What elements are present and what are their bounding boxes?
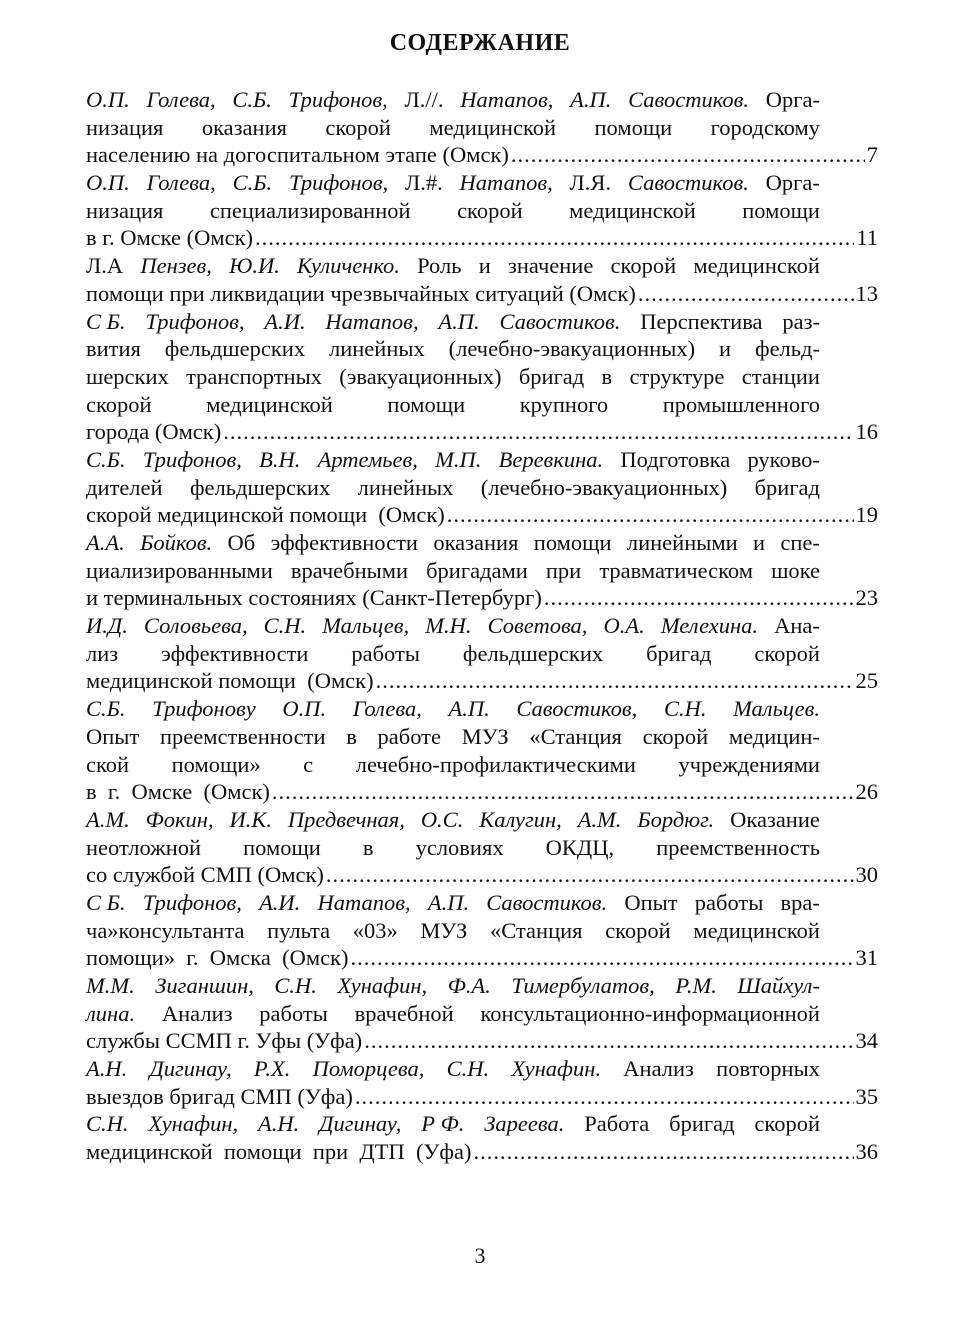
title-word: лечебно-профилактическими [355, 751, 636, 777]
page-number: 3 [474, 1243, 486, 1268]
toc-line-with-page [86, 1138, 878, 1166]
toc-line [86, 1055, 820, 1083]
title-word: скорой [86, 391, 152, 417]
toc-page-number: 26 [855, 779, 878, 805]
author-word: Дигинау, [149, 1056, 232, 1082]
author-word: И.К. [229, 806, 272, 832]
title-word: циализированными [86, 557, 273, 583]
toc-entry [86, 252, 878, 307]
title-word: Об [227, 530, 256, 555]
author-word: Поморцева, [312, 1056, 425, 1082]
title-word: Опыт [86, 723, 140, 749]
title-word: низация [86, 114, 164, 140]
title-word: медицинской [206, 391, 333, 417]
title-word: бригад [669, 1111, 735, 1137]
author-word: лина. [86, 1000, 136, 1026]
author-word: Натапов, [460, 87, 554, 112]
author-word: А.А. [86, 530, 125, 555]
author-word: Савостиков. [486, 889, 608, 915]
title-word: Анализ [161, 1000, 233, 1026]
title-word: Л.//. [404, 87, 444, 112]
title-word: станции [741, 363, 820, 389]
title-word: вития [86, 336, 141, 362]
title-word: шоке [771, 557, 820, 583]
title-word: (лечебно-эвакуационных) [448, 336, 696, 362]
author-word: Хунафин, [148, 1111, 239, 1137]
title-word: Л.Я. [569, 170, 612, 196]
toc-line [86, 972, 820, 1000]
title-word: скорой [325, 114, 391, 140]
title-word: скорой [605, 917, 671, 943]
toc-line-with-page [86, 224, 878, 252]
title-word: транспортных [186, 363, 322, 389]
title-word: помощи [594, 114, 673, 140]
title-word: бригад [754, 474, 820, 500]
title-word: ОКДЦ, [545, 834, 615, 860]
dot-leader [511, 141, 865, 169]
toc-line-text: города (Омск) [86, 419, 222, 445]
title-word: бригад [518, 363, 585, 389]
dot-leader [355, 1083, 854, 1111]
title-word: (эвакуационных) [339, 363, 502, 389]
title-word: работы [351, 640, 420, 666]
toc-page-number: 25 [855, 668, 878, 694]
author-word: Зареева. [484, 1111, 565, 1137]
author-word: Савостиков. [628, 87, 750, 112]
title-word: промышленного [662, 391, 820, 417]
toc-entry [86, 806, 878, 889]
author-word: Артемьев, [317, 446, 418, 472]
toc-page-number: 11 [856, 225, 878, 251]
author-word: Голева, [352, 696, 422, 722]
author-word: А.И. [264, 308, 306, 334]
author-word: Ф.А. [447, 973, 491, 998]
author-word: Бойков. [140, 530, 213, 555]
toc-entry [86, 446, 878, 529]
author-word: С.Н. [446, 1056, 490, 1082]
title-word: линейными [626, 530, 738, 555]
toc-line [86, 1000, 820, 1028]
toc-entry [86, 308, 878, 446]
title-word: медицин- [728, 723, 820, 749]
author-word: Зиганшин, [155, 973, 254, 998]
author-word: С Б. [86, 889, 126, 915]
toc-line [86, 114, 820, 142]
title-word: крупного [519, 391, 609, 417]
toc-line [86, 308, 820, 336]
author-word: Соловьева, [143, 613, 248, 639]
dot-leader [364, 1027, 853, 1055]
title-word: оказания [433, 530, 519, 555]
author-word: А.М. [577, 806, 622, 832]
toc-line [86, 252, 820, 280]
toc-line-text: медицинской помощи при ДТП (Уфа) [86, 1139, 472, 1165]
author-word: М.М. [86, 973, 135, 998]
author-word: Голева, [146, 87, 216, 112]
title-word: эффективности [270, 530, 418, 555]
toc-line-text: в г. Омске (Омск) [86, 225, 254, 251]
author-word: С.Н. [274, 973, 317, 998]
title-word: фельдшерских [164, 336, 306, 362]
toc-entry [86, 529, 878, 612]
author-word: О.П. [282, 696, 327, 722]
author-word: Куличенко. [297, 253, 400, 279]
author-word: Пензев, [140, 253, 212, 279]
title-word: при [545, 557, 582, 583]
title-word: значение [507, 253, 594, 279]
title-word: ской [86, 751, 130, 777]
author-word: Трифонову [152, 696, 256, 722]
dot-leader [447, 501, 854, 529]
toc-page-number: 23 [855, 585, 878, 611]
toc-line [86, 557, 820, 585]
toc-page-number: 16 [855, 419, 878, 445]
toc-line-with-page [86, 944, 878, 972]
title-word: работы [694, 889, 764, 915]
dot-leader [544, 584, 854, 612]
toc-line-text: скорой медицинской помощи (Омск) [86, 502, 445, 528]
title-word: в [362, 834, 374, 860]
author-word: Трифонов, [142, 889, 242, 915]
author-word: Ю.И. [229, 253, 280, 279]
dot-leader [272, 778, 854, 806]
title-word: шерских [86, 363, 169, 389]
toc-line [86, 169, 820, 197]
toc-line [86, 723, 820, 751]
title-word: раз- [782, 308, 820, 334]
title-word: «Станция [489, 917, 583, 943]
title-word: (лечебно-эвакуационных) [480, 474, 728, 500]
toc-line [86, 335, 820, 363]
title-word: преемственность [656, 834, 820, 860]
toc-page-number: 35 [855, 1083, 878, 1109]
author-word: Веревкина. [498, 446, 604, 472]
title-word: бригад [646, 640, 712, 666]
author-word: Мелехина. [660, 613, 759, 639]
toc-line-with-page [86, 280, 878, 308]
title-word: линейных [357, 474, 454, 500]
toc-entry [86, 889, 878, 972]
author-word: С.Б. [86, 696, 126, 722]
author-word: Трифонов, [145, 308, 245, 334]
title-word: фельд- [754, 336, 820, 362]
toc-line-with-page [86, 418, 878, 446]
toc-line-with-page [86, 667, 878, 695]
author-word: Савостиков, [516, 696, 638, 722]
title-word: фельдшерских [189, 474, 331, 500]
title-word: помощи [533, 530, 612, 555]
title-word: в [346, 723, 357, 749]
author-word: В.Н. [259, 446, 301, 472]
author-word: С.Б. [232, 87, 272, 112]
toc-line-with-page [86, 778, 878, 806]
toc-line-text: медицинской помощи (Омск) [86, 668, 374, 694]
author-word: Дигинау, [319, 1111, 402, 1137]
toc-line [86, 751, 820, 779]
author-word: Мальцев. [733, 696, 820, 722]
author-word: А.П. [448, 696, 490, 722]
author-word: Шайхул- [737, 973, 820, 998]
author-word: Натапов, [317, 889, 411, 915]
toc-line [86, 806, 820, 834]
author-word: Натапов, [459, 170, 553, 196]
title-word: Анализ [623, 1056, 694, 1082]
title-word: Работа [584, 1111, 650, 1137]
title-word: и [752, 530, 766, 555]
dot-leader [376, 667, 854, 695]
toc-line [86, 1110, 820, 1138]
title-word: Орга- [765, 170, 820, 196]
toc-entry [86, 972, 878, 1055]
title-word: бригадами [426, 557, 528, 583]
dot-leader [223, 418, 853, 446]
toc-line-with-page [86, 584, 878, 612]
toc-entry [86, 86, 878, 169]
toc-line [86, 640, 820, 668]
toc-entry [86, 1055, 878, 1110]
toc-line-text: помощи при ликвидации чрезвычайных ситуаций (Омск) [86, 280, 636, 306]
toc-line-text: и терминальных состояниях (Санкт-Петербург) [86, 585, 542, 611]
author-word: А.П. [427, 889, 470, 915]
author-word: Тимербулатов, [511, 973, 655, 998]
dot-leader [638, 280, 854, 308]
title-word: повторных [716, 1056, 820, 1082]
toc-line-text: помощи» г. Омска (Омск) [86, 945, 349, 971]
author-word: Предвечная, [287, 806, 405, 832]
author-word: Натапов, [325, 308, 419, 334]
toc-line-text: населению на догоспитальном этапе (Омск) [86, 142, 509, 168]
author-word: М.П. [435, 446, 482, 472]
toc-line [86, 612, 820, 640]
author-word: Трифонов, [288, 170, 389, 196]
title-word: консультационно-информационной [480, 1000, 820, 1026]
toc-line [86, 197, 820, 225]
author-word: М.Н. [425, 613, 472, 639]
author-word: Савостиков. [499, 308, 621, 334]
title-word: «03» [352, 917, 398, 943]
title-word: фельдшерских [462, 640, 604, 666]
dot-leader [473, 1138, 853, 1166]
title-word: дителей [86, 474, 163, 500]
title-word: врачебными [290, 557, 409, 583]
author-word: С.Н. [663, 696, 707, 722]
toc-line-with-page [86, 501, 878, 529]
author-word: О.П. [86, 87, 130, 112]
toc-line [86, 391, 820, 419]
author-word: Р Ф. [421, 1111, 465, 1137]
title-word: с [303, 751, 314, 777]
title-word: Ана- [774, 613, 820, 639]
title-word: лиз [86, 640, 119, 666]
title-word: «Станция [529, 723, 622, 749]
title-word: неотложной [86, 834, 202, 860]
title-word: Л.#. [404, 170, 443, 196]
title-word: и [478, 253, 491, 279]
author-word: А.Н. [258, 1111, 300, 1137]
title-word: оказания [201, 114, 287, 140]
toc-line [86, 529, 820, 557]
author-word: О.С. [420, 806, 464, 832]
title-word: условиях [415, 834, 504, 860]
title-word: в [601, 363, 613, 389]
title-word: Роль [417, 253, 462, 279]
toc-line-with-page [86, 861, 878, 889]
author-word: О.А. [603, 613, 645, 639]
dot-leader [255, 224, 854, 252]
toc-line-with-page [86, 1027, 878, 1055]
toc-line [86, 363, 820, 391]
title-word: эффективности [161, 640, 309, 666]
title-word: работе [377, 723, 442, 749]
toc-line-text: в г. Омске (Омск) [86, 779, 270, 805]
title-word: скорой [754, 640, 820, 666]
author-word: А.М. [86, 806, 130, 832]
title-word: врачебной [354, 1000, 454, 1026]
title-word: МУЗ [461, 723, 509, 749]
title-word: Л.А [86, 253, 124, 279]
toc-line-text: службы ССМП г. Уфы (Уфа) [86, 1028, 363, 1054]
author-word: Хунафин, [337, 973, 428, 998]
toc-line [86, 695, 820, 723]
author-word: Мальцев, [322, 613, 410, 639]
author-word: А.Н. [86, 1056, 128, 1082]
toc-line-with-page [86, 141, 878, 169]
author-word: Савостиков. [627, 170, 749, 196]
author-word: Трифонов, [142, 446, 242, 472]
toc-page-number: 31 [855, 945, 878, 971]
title-word: Оказание [730, 806, 820, 832]
title-word: городскому [710, 114, 820, 140]
toc-page-number: 36 [855, 1139, 878, 1165]
author-word: С Б. [86, 308, 126, 334]
title-word: помощи [742, 197, 820, 223]
title-word: вра- [780, 889, 820, 915]
title-word: скорой [754, 1111, 820, 1137]
title-word: травматическом [599, 557, 753, 583]
author-word: Р.Х. [253, 1056, 291, 1082]
title-word: Орга- [765, 87, 820, 112]
title-word: специализированной [209, 197, 411, 223]
title-word: помощи [387, 391, 466, 417]
toc-line [86, 86, 820, 114]
toc-line-text: со службой СМП (Омск) [86, 862, 324, 888]
title-word: МУЗ [420, 917, 468, 943]
author-word: О.П. [86, 170, 130, 196]
title-word: Подготовка [620, 446, 731, 472]
title-word: скорой [642, 723, 709, 749]
title-word: руково- [747, 446, 820, 472]
author-word: С.Б. [86, 446, 126, 472]
dot-leader [350, 944, 853, 972]
toc-line [86, 834, 820, 862]
toc-line-text: выездов бригад СМП (Уфа) [86, 1083, 353, 1109]
toc-line [86, 446, 820, 474]
toc-page-number: 30 [855, 862, 878, 888]
title-word: структуре [629, 363, 725, 389]
title-word: Перспектива [640, 308, 763, 334]
toc-page-number: 13 [855, 280, 878, 306]
toc-entry [86, 169, 878, 252]
dot-leader [326, 861, 854, 889]
title-word: линейных [328, 336, 425, 362]
author-word: Калугин, [479, 806, 562, 832]
title-word: медицинской [569, 197, 696, 223]
toc-page-number: 7 [866, 142, 878, 168]
page-title: СОДЕРЖАНИЕ [389, 30, 571, 56]
author-word: Трифонов, [288, 87, 388, 112]
toc-line [86, 917, 820, 945]
toc-entry [86, 695, 878, 806]
author-word: Бордюг. [637, 806, 715, 832]
author-word: Советова, [487, 613, 588, 639]
title-word: помощи» [171, 751, 261, 777]
title-word: работы [259, 1000, 328, 1026]
toc-page-number: 19 [855, 502, 878, 528]
author-word: И.Д. [86, 613, 128, 639]
toc-entry [86, 1110, 878, 1165]
title-word: медицинской [429, 114, 557, 140]
title-word: помощи [243, 834, 321, 860]
author-word: Фокин, [145, 806, 214, 832]
author-word: А.И. [259, 889, 301, 915]
title-word: скорой [610, 253, 677, 279]
author-word: С.Б. [232, 170, 273, 196]
title-word: ча»консультанта [86, 917, 245, 943]
title-word: пульта [267, 917, 331, 943]
title-word: Опыт [624, 889, 678, 915]
toc-page-number: 34 [855, 1028, 878, 1054]
title-word: медицинской [693, 917, 820, 943]
author-word: Р.М. [675, 973, 717, 998]
table-of-contents [86, 86, 878, 1166]
title-word: скорой [457, 197, 523, 223]
toc-line [86, 474, 820, 502]
author-word: А.П. [570, 87, 612, 112]
toc-line [86, 889, 820, 917]
title-word: медицинской [693, 253, 820, 279]
author-word: Голева, [146, 170, 216, 196]
author-word: Хунафин. [511, 1056, 602, 1082]
title-word: и [719, 336, 732, 362]
title-word: низация [86, 197, 164, 223]
toc-line-with-page [86, 1083, 878, 1111]
author-word: С.Н. [86, 1111, 129, 1137]
toc-entry [86, 612, 878, 695]
title-word: учреждениями [678, 751, 820, 777]
title-word: спе- [780, 530, 820, 555]
author-word: С.Н. [263, 613, 307, 639]
title-word: преемственности [159, 723, 326, 749]
author-word: А.П. [438, 308, 480, 334]
